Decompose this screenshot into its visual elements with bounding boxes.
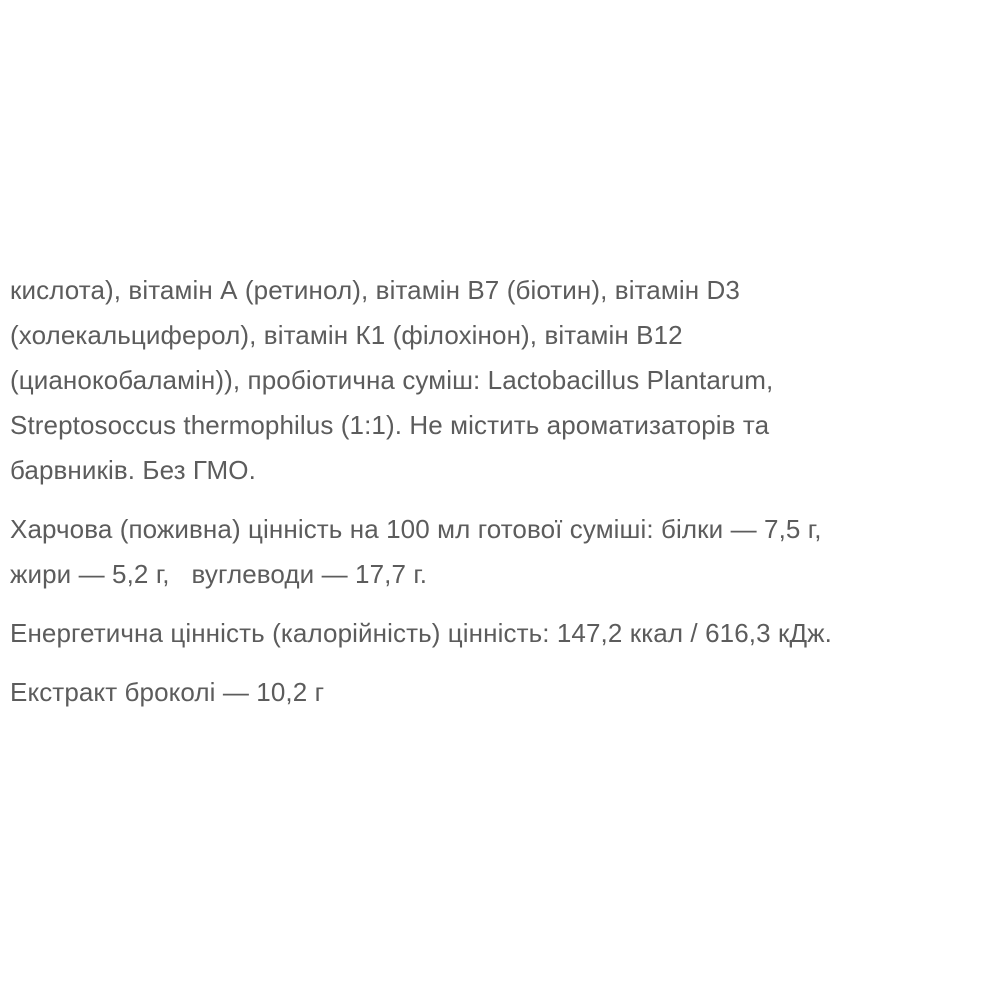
energy-line: Енергетична цінність (калорійність) цінність: 147,2 ккал / 616,3 кДж. (10, 618, 832, 648)
nutrition-paragraph (10, 507, 998, 597)
composition-line: (холекальциферол), вітамін К1 (філохінон), вітамін В12 (10, 320, 683, 350)
composition-line: кислота), вітамін А (ретинол), вітамін В7 (біотин), вітамін D3 (10, 275, 740, 305)
nutrition-line: жири — 5,2 г, вуглеводи — 17,7 г. (10, 559, 428, 589)
product-description (10, 268, 998, 715)
extract-line: Екстракт броколі — 10,2 г (10, 677, 325, 707)
composition-line: Streptosoccus thermophilus (1:1). Не містить ароматизаторів та (10, 410, 770, 440)
nutrition-line: Харчова (поживна) цінність на 100 мл готової суміші: білки — 7,5 г, (10, 514, 822, 544)
extract-paragraph (10, 670, 998, 715)
composition-line: барвників. Без ГМО. (10, 455, 256, 485)
composition-paragraph (10, 268, 998, 493)
energy-paragraph (10, 611, 998, 656)
composition-line: (цианокобаламін)), пробіотична суміш: Lactobacillus Plantarum, (10, 365, 774, 395)
